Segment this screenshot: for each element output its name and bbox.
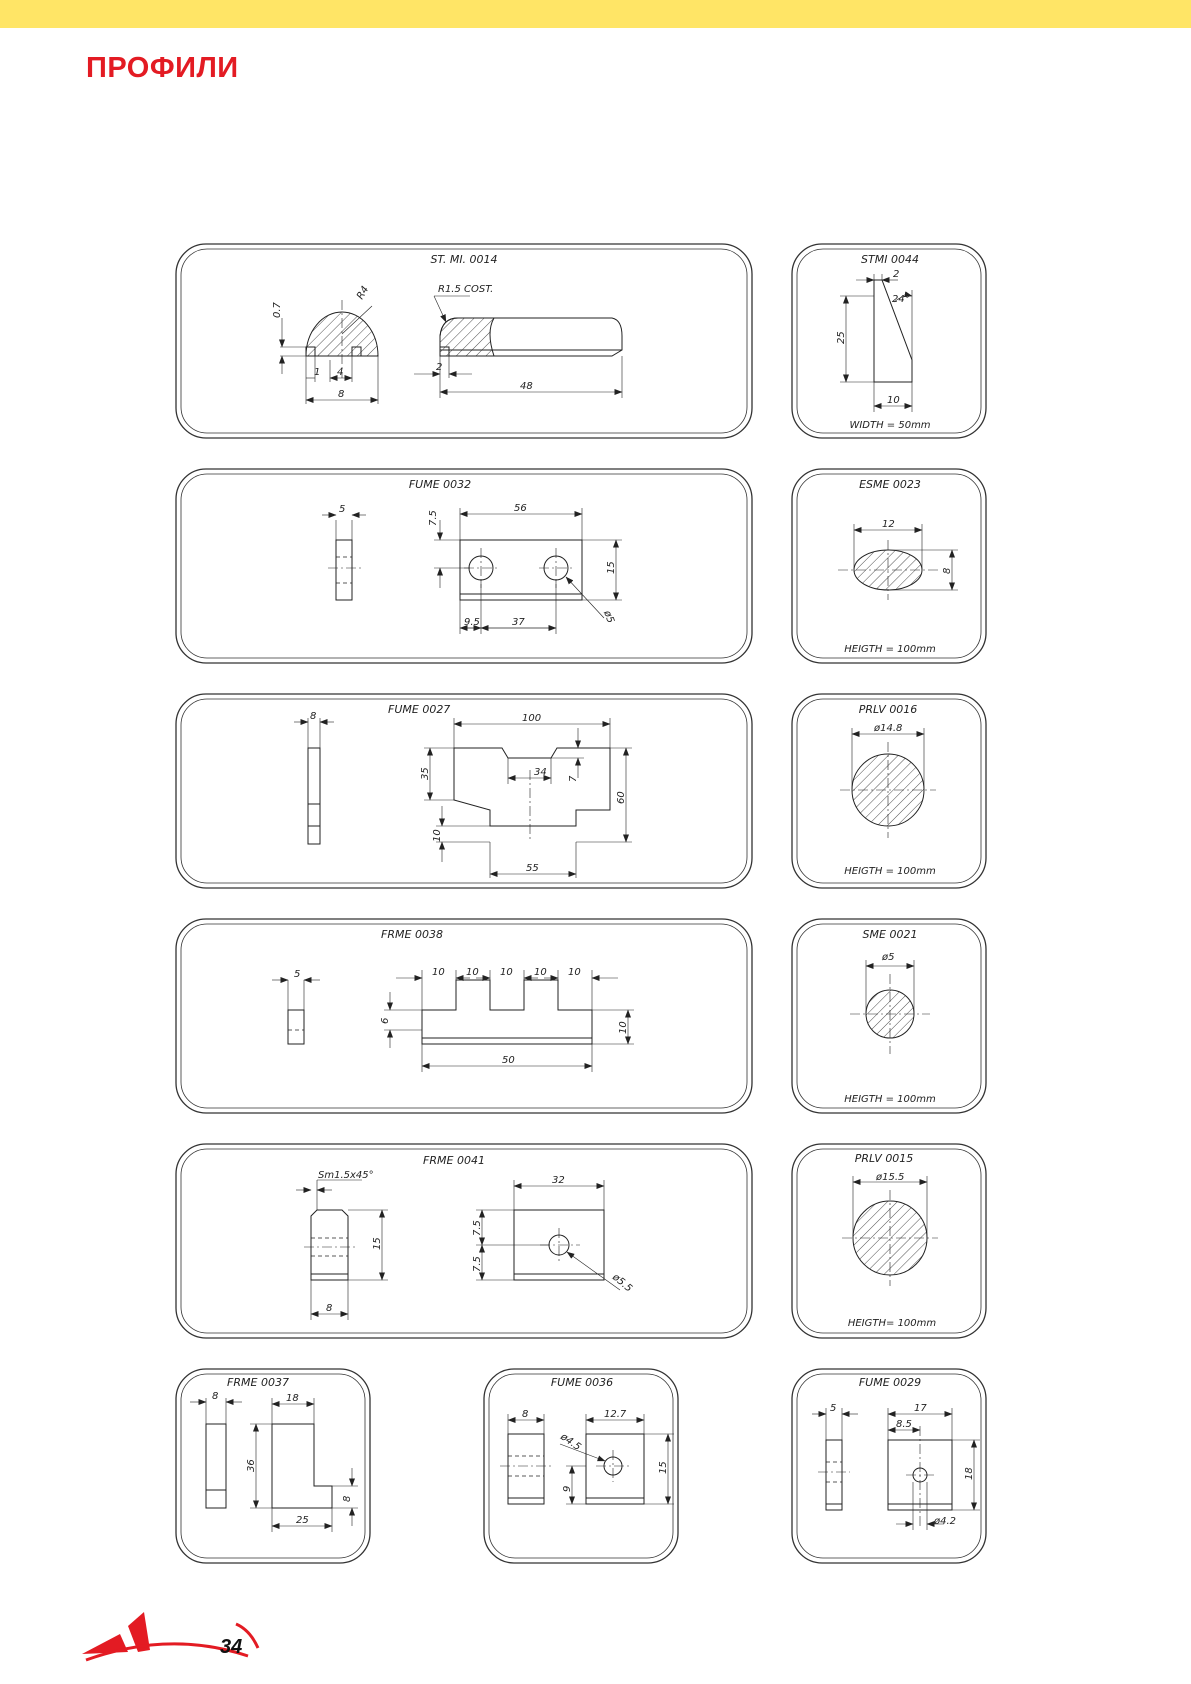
svg-text:18: 18 bbox=[964, 1467, 975, 1480]
svg-text:ø4.2: ø4.2 bbox=[934, 1516, 957, 1527]
svg-text:56: 56 bbox=[514, 503, 527, 514]
svg-text:ø15.5: ø15.5 bbox=[876, 1172, 905, 1183]
svg-text:R1.5 COST.: R1.5 COST. bbox=[438, 284, 494, 295]
panel-prlv-0016 bbox=[792, 694, 986, 888]
svg-text:HEIGTH= 100mm: HEIGTH= 100mm bbox=[847, 1318, 937, 1329]
svg-text:ø14.8: ø14.8 bbox=[874, 723, 903, 734]
svg-text:12: 12 bbox=[882, 519, 895, 530]
svg-text:5: 5 bbox=[294, 969, 301, 980]
svg-text:1: 1 bbox=[314, 367, 321, 378]
panel-esme-0023 bbox=[792, 469, 986, 663]
svg-text:8: 8 bbox=[326, 1303, 333, 1314]
svg-text:24°: 24° bbox=[892, 294, 910, 305]
svg-text:8.5: 8.5 bbox=[896, 1419, 912, 1430]
panel-title: FUME 0029 bbox=[858, 1376, 922, 1389]
panel-title: FUME 0032 bbox=[408, 478, 472, 491]
svg-text:25: 25 bbox=[296, 1515, 309, 1526]
panel-title: FRME 0038 bbox=[381, 928, 443, 941]
svg-text:7.5: 7.5 bbox=[472, 1256, 483, 1272]
svg-text:ø5: ø5 bbox=[882, 952, 895, 963]
svg-text:10: 10 bbox=[887, 395, 900, 406]
svg-text:8: 8 bbox=[338, 389, 345, 400]
svg-text:8: 8 bbox=[310, 711, 317, 722]
svg-text:8: 8 bbox=[942, 567, 953, 574]
svg-text:HEIGTH = 100mm: HEIGTH = 100mm bbox=[844, 1094, 936, 1105]
svg-text:WIDTH = 50mm: WIDTH = 50mm bbox=[849, 420, 931, 431]
svg-text:18: 18 bbox=[286, 1393, 299, 1404]
svg-text:9.5: 9.5 bbox=[464, 617, 480, 628]
svg-text:8: 8 bbox=[342, 1495, 353, 1502]
panel-title: PRLV 0015 bbox=[854, 1152, 914, 1165]
panel-title: FRME 0041 bbox=[423, 1154, 485, 1167]
panel-fume-0027 bbox=[176, 694, 752, 888]
svg-text:37: 37 bbox=[512, 617, 525, 628]
svg-text:2: 2 bbox=[436, 362, 443, 373]
svg-text:15: 15 bbox=[372, 1237, 383, 1250]
panel-frme-0041 bbox=[176, 1144, 752, 1338]
svg-text:7.5: 7.5 bbox=[428, 510, 439, 526]
svg-text:32: 32 bbox=[552, 1175, 565, 1186]
page-title: ПРОФИЛИ bbox=[86, 52, 239, 84]
svg-text:HEIGTH = 100mm: HEIGTH = 100mm bbox=[844, 644, 936, 655]
svg-text:35: 35 bbox=[420, 767, 431, 780]
svg-text:36: 36 bbox=[246, 1459, 257, 1472]
svg-text:12.7: 12.7 bbox=[604, 1409, 627, 1420]
svg-text:17: 17 bbox=[914, 1403, 927, 1414]
svg-text:48: 48 bbox=[520, 381, 533, 392]
panel-title: STMI 0044 bbox=[861, 253, 919, 266]
svg-text:5: 5 bbox=[830, 1403, 837, 1414]
svg-text:25: 25 bbox=[836, 331, 847, 344]
panel-prlv-0015 bbox=[792, 1144, 986, 1338]
svg-text:15: 15 bbox=[606, 561, 617, 574]
panel-title: ESME 0023 bbox=[859, 478, 921, 491]
svg-text:10: 10 bbox=[500, 967, 513, 978]
svg-text:9: 9 bbox=[562, 1485, 573, 1492]
svg-text:60: 60 bbox=[616, 791, 627, 804]
svg-text:10: 10 bbox=[618, 1021, 629, 1034]
svg-text:2: 2 bbox=[893, 269, 900, 280]
svg-text:15: 15 bbox=[658, 1461, 669, 1474]
page-number: 34 bbox=[220, 1636, 243, 1658]
svg-text:55: 55 bbox=[526, 863, 539, 874]
svg-text:ø5.5: ø5.5 bbox=[610, 1271, 635, 1295]
panel-title: FUME 0036 bbox=[550, 1376, 614, 1389]
svg-text:50: 50 bbox=[502, 1055, 515, 1066]
svg-text:10: 10 bbox=[466, 967, 479, 978]
svg-text:Sm1.5x45°: Sm1.5x45° bbox=[318, 1170, 374, 1181]
panel-title: SME 0021 bbox=[862, 928, 918, 941]
svg-text:ø5: ø5 bbox=[601, 609, 616, 625]
panel-title: FUME 0027 bbox=[388, 703, 451, 716]
svg-text:8: 8 bbox=[522, 1409, 529, 1420]
svg-text:7.5: 7.5 bbox=[472, 1220, 483, 1236]
panel-fume-0036 bbox=[484, 1369, 678, 1563]
svg-text:ø4.5: ø4.5 bbox=[558, 1431, 583, 1454]
panel-title: FRME 0037 bbox=[227, 1376, 289, 1389]
panel-fume-0029 bbox=[792, 1369, 986, 1563]
panel-title: ST. MI. 0014 bbox=[430, 253, 498, 266]
svg-text:5: 5 bbox=[339, 504, 346, 515]
svg-text:8: 8 bbox=[212, 1391, 219, 1402]
panel-frme-0037 bbox=[176, 1369, 370, 1563]
svg-text:6: 6 bbox=[380, 1017, 391, 1024]
svg-text:4: 4 bbox=[337, 367, 344, 378]
svg-text:7: 7 bbox=[568, 775, 579, 782]
panel-sme-0021 bbox=[792, 919, 986, 1113]
svg-text:10: 10 bbox=[534, 967, 547, 978]
svg-text:100: 100 bbox=[522, 713, 542, 724]
panel-fume-0032 bbox=[176, 469, 752, 663]
panel-st-mi-0014 bbox=[176, 244, 752, 438]
panel-stmi-0044 bbox=[792, 244, 986, 438]
svg-text:10: 10 bbox=[568, 967, 581, 978]
panel-title: PRLV 0016 bbox=[858, 703, 918, 716]
svg-text:10: 10 bbox=[432, 967, 445, 978]
panel-frme-0038 bbox=[176, 919, 752, 1113]
svg-text:10: 10 bbox=[432, 829, 443, 842]
svg-text:HEIGTH = 100mm: HEIGTH = 100mm bbox=[844, 866, 936, 877]
svg-text:R4: R4 bbox=[355, 284, 372, 302]
svg-text:34: 34 bbox=[534, 767, 547, 778]
svg-text:0.7: 0.7 bbox=[272, 302, 283, 318]
